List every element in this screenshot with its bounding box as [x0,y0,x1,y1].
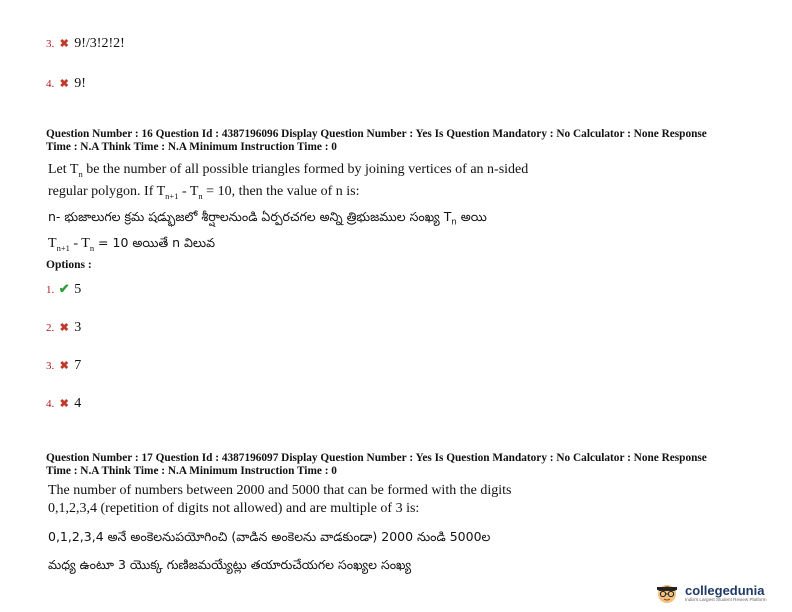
option-number: 3. [46,360,55,372]
option-value: 9!/3!2!2! [74,36,125,51]
question-text-line: 0,1,2,3,4 (repetition of digits not allowed) and are multiple of 3 is: [48,501,420,516]
question-17-telugu-line1: 0,1,2,3,4 అనే అంకెలనుపయోగించి (వాడిన అంకెలను వాడకుండా) 2000 నుండి 5000ల [48,529,491,544]
question-16-english [48,161,528,205]
option-2[interactable] [46,318,81,336]
header-line: Time : N.A Think Time : N.A Minimum Instruction Time : 0 [46,141,337,153]
question-16-telugu-line1: n- భుజాలుగల క్రమ షడ్భుజలో శీర్షాలనుండి ఏర్పరచగల అన్ని త్రిభుజముల సంఖ్య $T_n$ అయి [48,209,487,228]
cross-icon: ✖ [59,322,69,334]
cross-icon: ✖ [59,78,69,90]
option-value: 9! [74,76,86,91]
header-line: Question Number : 17 Question Id : 4387196097 Display Question Number : Yes Is Question Mandatory : No Calculator : None Response [46,452,707,464]
cross-icon: ✖ [59,398,69,410]
option-number: 4. [46,398,55,410]
option-4[interactable] [46,394,81,412]
option-value: 3 [74,320,82,335]
cross-icon: ✖ [59,360,69,372]
cross-icon: ✖ [59,38,69,50]
question-17-header [46,452,761,478]
option-number: 4. [46,78,55,90]
option-value: 5 [74,282,82,297]
option-value: 7 [74,358,82,373]
option-number: 3. [46,38,55,50]
question-17-english [48,482,511,518]
options-label: Options : [46,259,92,271]
option-number: 1. [46,284,55,296]
mascot-icon [652,582,682,604]
check-icon: ✔ [58,281,70,296]
option-3[interactable] [46,356,81,374]
question-text-line: The number of numbers between 2000 and 5000 that can be formed with the digits [48,483,512,498]
option-1[interactable] [46,280,81,298]
option-value: 4 [74,396,82,411]
prev-option-3 [46,34,125,52]
question-16-header [46,128,761,154]
question-16-telugu-line2: $T_{n+1} - T_n = 10$ అయితే n విలువ [48,235,216,253]
header-line: Time : N.A Think Time : N.A Minimum Instruction Time : 0 [46,465,337,477]
option-number: 2. [46,322,55,334]
collegedunia-logo [652,582,767,604]
prev-option-4 [46,74,86,92]
header-line: Question Number : 16 Question Id : 4387196096 Display Question Number : Yes Is Question Mandatory : No Calculator : None Response [46,128,707,140]
question-text-line: Let $T_n$ be the number of all possible triangles formed by joining vertices of an n-sided [48,162,529,179]
logo-tagline: India's Largest Student Review Platform [685,596,767,602]
question-17-telugu-line2: మధ్య ఉంటూ 3 యొక్క గుణిజమయ్యేట్లు తయారుచేయగల సంఖ్యల సంఖ్య [48,557,412,572]
question-text-line: regular polygon. If $T_{n+1} - T_n = 10$, then the value of n is: [48,183,360,201]
logo-name: collegedunia [685,582,765,598]
